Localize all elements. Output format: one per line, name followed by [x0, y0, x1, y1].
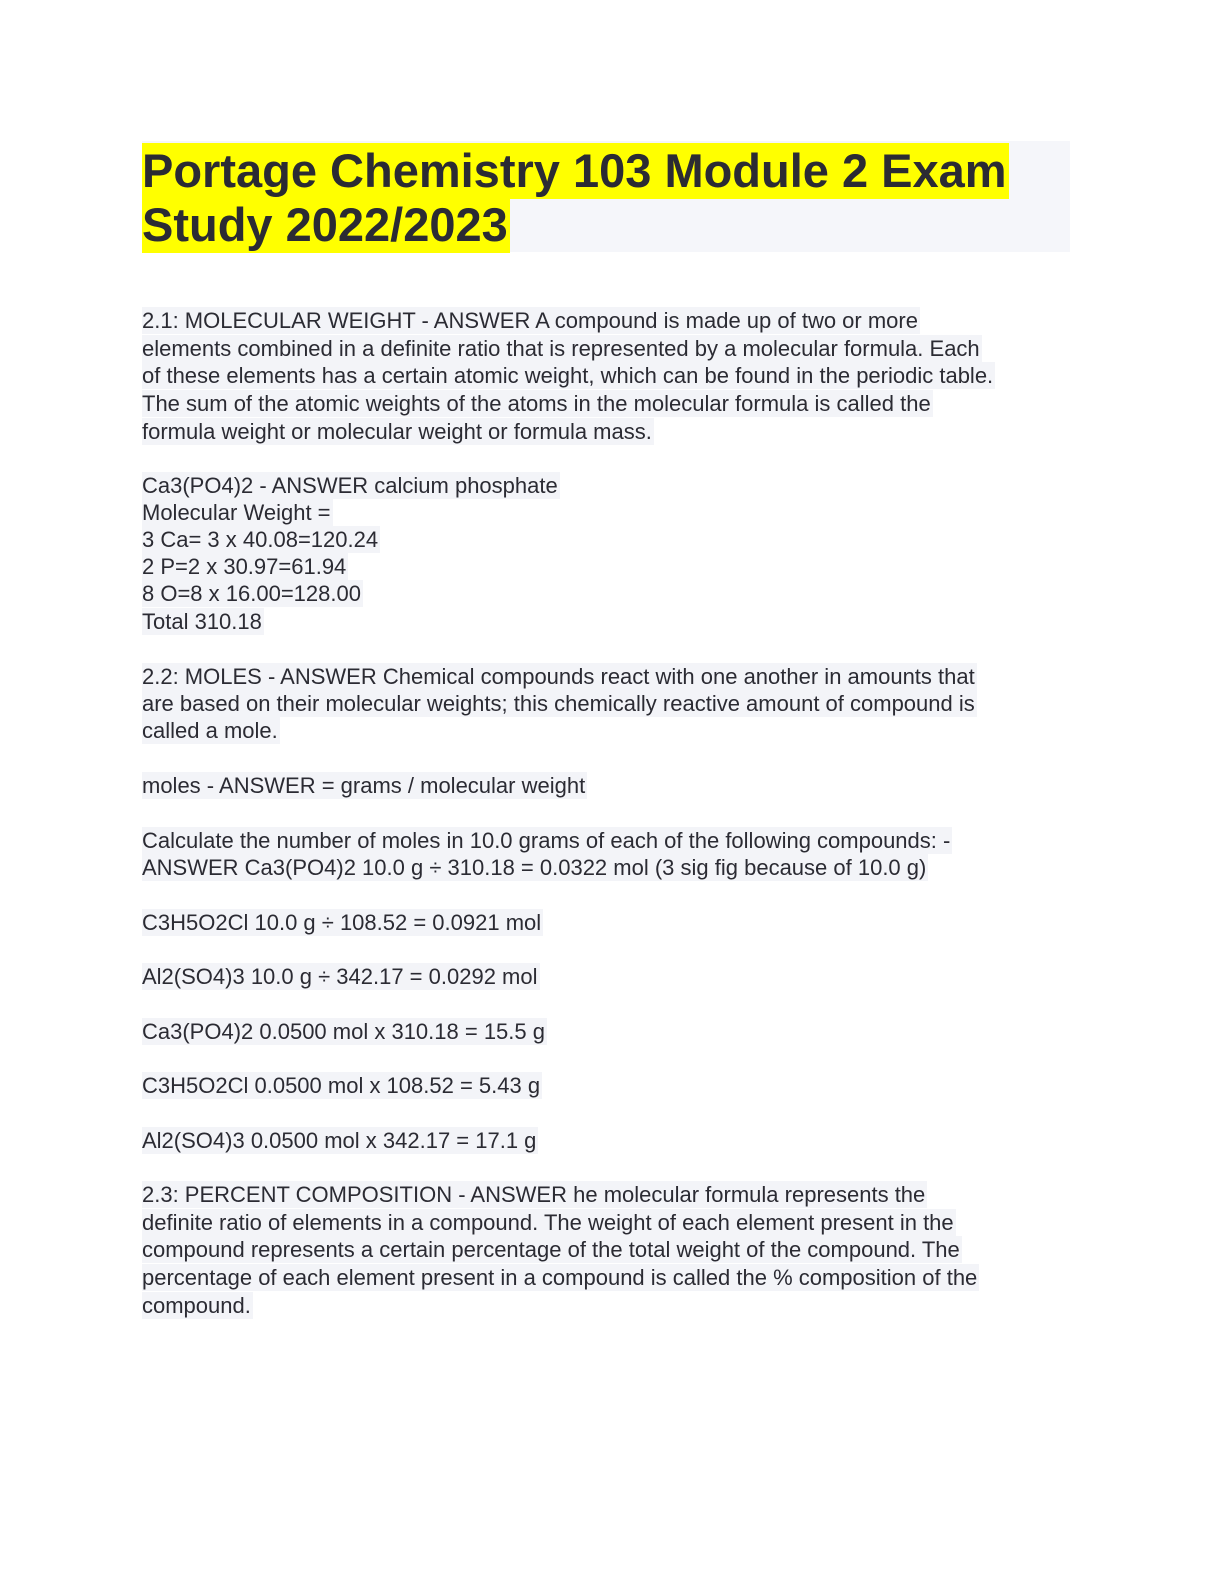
section-2-2-line: called a mole. — [142, 718, 278, 743]
calc-line: Total 310.18 — [142, 609, 262, 634]
calc-question-line: Calculate the number of moles in 10.0 grams of each of the following compounds: - — [142, 828, 951, 853]
calc-line: 3 Ca= 3 x 40.08=120.24 — [142, 527, 379, 552]
section-2-1-line: of these elements has a certain atomic weight, which can be found in the periodic table. — [142, 363, 994, 388]
section-2-3-line: compound represents a certain percentage of the total weight of the compound. The — [142, 1237, 960, 1262]
section-2-1-line: 2.1: MOLECULAR WEIGHT - ANSWER A compound is made up of two or more — [142, 308, 918, 333]
calc-line: Molecular Weight = — [142, 500, 331, 525]
document-title-line-1: Portage Chemistry 103 Module 2 Exam — [142, 144, 1007, 197]
calc-line: 8 O=8 x 16.00=128.00 — [142, 581, 361, 606]
calc-line: Ca3(PO4)2 0.0500 mol x 310.18 = 15.5 g — [142, 1019, 545, 1044]
section-2-3-line: 2.3: PERCENT COMPOSITION - ANSWER he molecular formula represents the — [142, 1182, 926, 1207]
calc-line: 2 P=2 x 30.97=61.94 — [142, 554, 347, 579]
document-title-line-2: Study 2022/2023 — [142, 198, 508, 251]
section-2-3-line: definite ratio of elements in a compound. The weight of each element present in the — [142, 1210, 954, 1235]
section-2-2-line: 2.2: MOLES - ANSWER Chemical compounds react with one another in amounts that — [142, 664, 975, 689]
calc-line: C3H5O2Cl 0.0500 mol x 108.52 = 5.43 g — [142, 1073, 541, 1098]
calc-line: C3H5O2Cl 10.0 g ÷ 108.52 = 0.0921 mol — [142, 910, 542, 935]
calc-question-line: ANSWER Ca3(PO4)2 10.0 g ÷ 310.18 = 0.0322 mol (3 sig fig because of 10.0 g) — [142, 855, 927, 880]
section-2-1-line: formula weight or molecular weight or formula mass. — [142, 419, 652, 444]
moles-formula-line: moles - ANSWER = grams / molecular weight — [142, 773, 586, 798]
section-2-2-line: are based on their molecular weights; this chemically reactive amount of compound is — [142, 691, 975, 716]
section-2-3-line: compound. — [142, 1293, 251, 1318]
calc-line: Al2(SO4)3 10.0 g ÷ 342.17 = 0.0292 mol — [142, 964, 538, 989]
calc-line: Ca3(PO4)2 - ANSWER calcium phosphate — [142, 473, 558, 498]
section-2-1-line: elements combined in a definite ratio that is represented by a molecular formula. Each — [142, 336, 980, 361]
section-2-3-line: percentage of each element present in a compound is called the % composition of the — [142, 1265, 978, 1290]
section-2-1-line: The sum of the atomic weights of the atoms in the molecular formula is called the — [142, 391, 931, 416]
calc-line: Al2(SO4)3 0.0500 mol x 342.17 = 17.1 g — [142, 1128, 537, 1153]
